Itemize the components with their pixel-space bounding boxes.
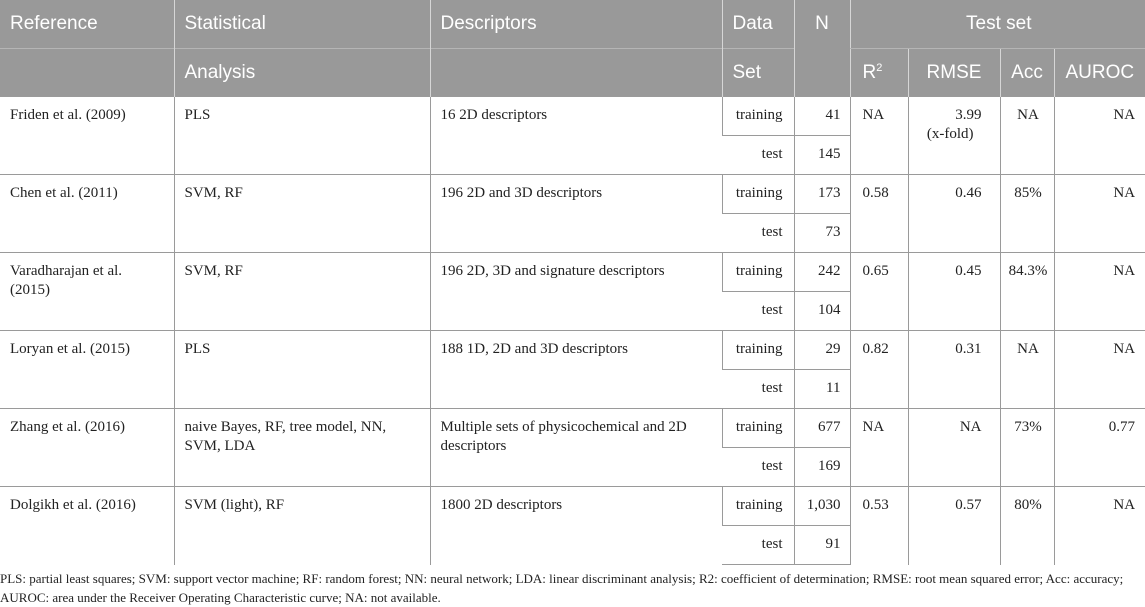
cell-rmse bbox=[908, 487, 1000, 565]
header-r2 bbox=[850, 49, 908, 97]
cell-descriptors: Multiple sets of physicochemical and 2D descriptors bbox=[430, 409, 722, 487]
cell-auroc: NA bbox=[1054, 331, 1145, 409]
table-footnote: PLS: partial least squares; SVM: support vector machine; RF: random forest; NN: neural network; LDA: linear discriminant analysis; R2: coefficient of determination; RMSE: root mean squared error; Acc: accuracy; AUROC: area under the Receiver Operating Characteristic curve; NA: not available. bbox=[0, 571, 1124, 605]
table-row bbox=[0, 97, 1145, 136]
header-r2-sup: 2 bbox=[876, 61, 883, 74]
cell-dataset-test: test bbox=[722, 526, 794, 565]
cell-dataset-test: test bbox=[722, 214, 794, 253]
cell-n-test: 169 bbox=[794, 448, 850, 487]
cell-n-test: 11 bbox=[794, 370, 850, 409]
header-r2-base: R bbox=[862, 61, 877, 83]
cell-descriptors: 1800 2D descriptors bbox=[430, 487, 722, 565]
header-acc: Acc bbox=[1000, 49, 1054, 97]
cell-auroc: NA bbox=[1054, 97, 1145, 175]
cell-rmse bbox=[908, 253, 1000, 331]
header-descriptors: Descriptors bbox=[430, 0, 722, 49]
table-row bbox=[0, 409, 1145, 448]
cell-n-training: 677 bbox=[794, 409, 850, 448]
cell-reference: Zhang et al. (2016) bbox=[0, 409, 174, 487]
cell-descriptors: 196 2D and 3D descriptors bbox=[430, 175, 722, 253]
header-set: Set bbox=[722, 49, 794, 97]
cell-acc: NA bbox=[1000, 97, 1054, 175]
cell-dataset-training: training bbox=[722, 331, 794, 370]
cell-rmse-note: (x-fold) bbox=[926, 126, 974, 142]
cell-rmse bbox=[908, 409, 1000, 487]
cell-dataset-test: test bbox=[722, 448, 794, 487]
cell-descriptors: 188 1D, 2D and 3D descriptors bbox=[430, 331, 722, 409]
cell-r2: NA bbox=[850, 409, 908, 487]
cell-rmse-value: 3.99 bbox=[955, 107, 982, 123]
cell-rmse bbox=[908, 331, 1000, 409]
table-row bbox=[0, 331, 1145, 370]
cell-reference: Varadharajan et al. (2015) bbox=[0, 253, 174, 331]
header-rmse: RMSE bbox=[908, 49, 1000, 97]
table-row bbox=[0, 175, 1145, 214]
cell-rmse-value: 0.45 bbox=[955, 263, 982, 279]
header-auroc: AUROC bbox=[1054, 49, 1145, 97]
cell-r2: 0.82 bbox=[850, 331, 908, 409]
header-n: N bbox=[794, 0, 850, 97]
cell-n-training: 173 bbox=[794, 175, 850, 214]
cell-analysis: PLS bbox=[174, 331, 430, 409]
cell-n-test: 104 bbox=[794, 292, 850, 331]
cell-acc: 73% bbox=[1000, 409, 1054, 487]
cell-n-training: 1,030 bbox=[794, 487, 850, 526]
cell-reference: Dolgikh et al. (2016) bbox=[0, 487, 174, 565]
cell-descriptors: 16 2D descriptors bbox=[430, 97, 722, 175]
header-descriptors-cont bbox=[430, 49, 722, 97]
cell-n-test: 145 bbox=[794, 136, 850, 175]
cell-r2: 0.53 bbox=[850, 487, 908, 565]
header-reference: Reference bbox=[0, 0, 174, 49]
cell-rmse-value: 0.57 bbox=[955, 497, 982, 513]
cell-n-training: 242 bbox=[794, 253, 850, 292]
cell-dataset-training: training bbox=[722, 175, 794, 214]
cell-analysis: SVM, RF bbox=[174, 175, 430, 253]
cell-dataset-test: test bbox=[722, 136, 794, 175]
cell-dataset-training: training bbox=[722, 487, 794, 526]
cell-acc: 84.3% bbox=[1000, 253, 1054, 331]
cell-analysis: PLS bbox=[174, 97, 430, 175]
cell-descriptors: 196 2D, 3D and signature descriptors bbox=[430, 253, 722, 331]
cell-dataset-training: training bbox=[722, 253, 794, 292]
cell-rmse bbox=[908, 97, 1000, 175]
cell-rmse-value: NA bbox=[959, 419, 982, 435]
header-analysis: Analysis bbox=[174, 49, 430, 97]
header-statistical: Statistical bbox=[174, 0, 430, 49]
cell-dataset-training: training bbox=[722, 409, 794, 448]
cell-r2: NA bbox=[850, 97, 908, 175]
header-reference-cont bbox=[0, 49, 174, 97]
cell-auroc: NA bbox=[1054, 487, 1145, 565]
cell-analysis: SVM (light), RF bbox=[174, 487, 430, 565]
header-test-set: Test set bbox=[850, 0, 1145, 49]
table-row bbox=[0, 253, 1145, 292]
cell-dataset-training: training bbox=[722, 97, 794, 136]
cell-auroc: NA bbox=[1054, 175, 1145, 253]
cell-n-test: 91 bbox=[794, 526, 850, 565]
header-data: Data bbox=[722, 0, 794, 49]
cell-reference: Loryan et al. (2015) bbox=[0, 331, 174, 409]
cell-r2: 0.65 bbox=[850, 253, 908, 331]
cell-n-training: 29 bbox=[794, 331, 850, 370]
cell-reference: Chen et al. (2011) bbox=[0, 175, 174, 253]
cell-dataset-test: test bbox=[722, 370, 794, 409]
cell-acc: 85% bbox=[1000, 175, 1054, 253]
cell-dataset-test: test bbox=[722, 292, 794, 331]
cell-acc: NA bbox=[1000, 331, 1054, 409]
cell-analysis: naive Bayes, RF, tree model, NN, SVM, LDA bbox=[174, 409, 430, 487]
cell-rmse bbox=[908, 175, 1000, 253]
table-body bbox=[0, 97, 1145, 565]
cell-reference: Friden et al. (2009) bbox=[0, 97, 174, 175]
cell-r2: 0.58 bbox=[850, 175, 908, 253]
cell-auroc: NA bbox=[1054, 253, 1145, 331]
table-row bbox=[0, 487, 1145, 526]
cell-acc: 80% bbox=[1000, 487, 1054, 565]
cell-auroc: 0.77 bbox=[1054, 409, 1145, 487]
cell-rmse-value: 0.31 bbox=[955, 341, 982, 357]
cell-rmse-value: 0.46 bbox=[955, 185, 982, 201]
cell-n-test: 73 bbox=[794, 214, 850, 253]
table-header bbox=[0, 0, 1145, 97]
cell-analysis: SVM, RF bbox=[174, 253, 430, 331]
cell-n-training: 41 bbox=[794, 97, 850, 136]
